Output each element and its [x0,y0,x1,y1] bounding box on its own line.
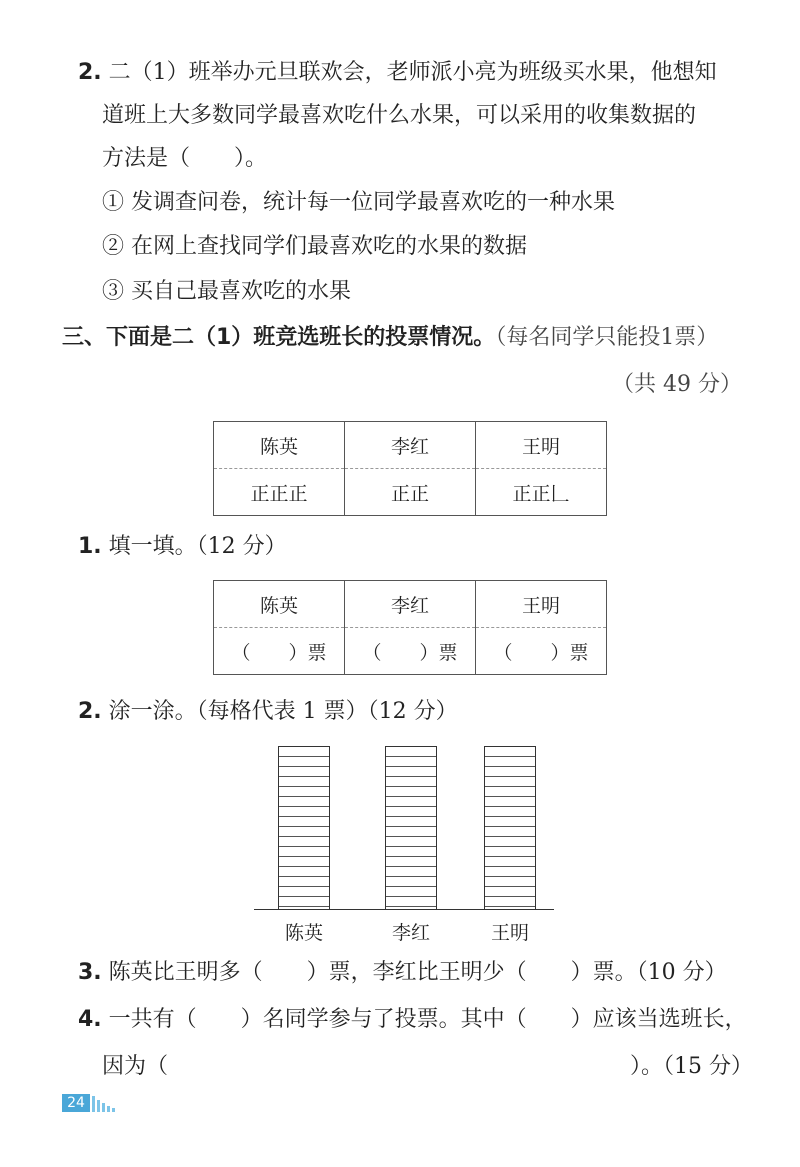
sub3-number: 3. [78,960,102,985]
fill-name-cell: 陈英 [214,581,345,628]
bar-column-wang-ming[interactable] [484,746,536,910]
section3-title: 三、下面是二（1）班竞选班长的投票情况。 [62,325,496,350]
q2-text-line2: 道班上大多数同学最喜欢吃什么水果，可以采用的收集数据的 [102,103,697,128]
sub3-text: 陈英比王明多（ ）票，李红比王明少（ ）票。（10 分） [108,960,727,985]
section3-heading [62,323,718,353]
section3-note: （每名同学只能投1票） [495,325,719,350]
tally-name-cell: 陈英 [214,422,345,469]
section3-score: （共 49 分） [612,372,742,397]
tally-table [213,421,607,516]
sub3-prompt [78,958,727,988]
tally-mark-cell: 正正正 [250,482,308,505]
page-number-badge: 24 [62,1094,90,1112]
fill-table [213,580,607,675]
chart-baseline [254,909,554,910]
fill-name-cell: 李红 [345,581,476,628]
q2-option-2[interactable]: ② 在网上查找同学们最喜欢吃的水果的数据 [102,234,527,259]
sub2-number: 2. [78,699,102,724]
fill-blank-cell[interactable]: （ ）票 [231,641,327,664]
q2-number: 2. [78,60,102,85]
sub4-text-line1: 一共有（ ）名同学参与了投票。其中（ ）应该当选班长， [108,1007,747,1032]
sub1-number: 1. [78,534,102,559]
chart-category-label: 王明 [490,922,529,944]
sub4-text-line2: 因为（ ）。（15 分） [102,1054,753,1079]
q2-line1 [78,58,717,88]
bar-column-chen-ying[interactable] [278,746,330,910]
sub1-text: 填一填。（12 分） [108,534,287,559]
sub2-text: 涂一涂。（每格代表 1 票）（12 分） [108,699,458,724]
sub1-prompt [78,532,287,562]
bar-column-li-hong[interactable] [385,746,437,910]
q2-text-line3: 方法是（ ）。 [102,146,268,171]
tally-name-cell: 李红 [345,422,476,469]
page-bars-decoration [92,1096,122,1112]
q2-option-1[interactable]: ① 发调查问卷，统计每一位同学最喜欢吃的一种水果 [102,190,615,215]
sub4-number: 4. [78,1007,102,1032]
tally-name-cell: 王明 [476,422,607,469]
q2-option-3[interactable]: ③ 买自己最喜欢吃的水果 [102,279,351,304]
tally-mark-cell: 正正 [345,469,476,516]
fill-blank-cell[interactable]: （ ）票 [345,628,476,675]
fill-name-cell: 王明 [476,581,607,628]
sub2-prompt [78,697,458,727]
chart-category-label: 陈英 [284,922,323,944]
q2-text-line1: 二（1）班举办元旦联欢会，老师派小亮为班级买水果，他想知 [108,60,717,85]
sub4-prompt [78,1005,747,1035]
tally-mark-cell: 正正𠃊 [476,469,607,516]
chart-category-label: 李红 [391,922,430,944]
fill-blank-cell[interactable]: （ ）票 [476,628,607,675]
